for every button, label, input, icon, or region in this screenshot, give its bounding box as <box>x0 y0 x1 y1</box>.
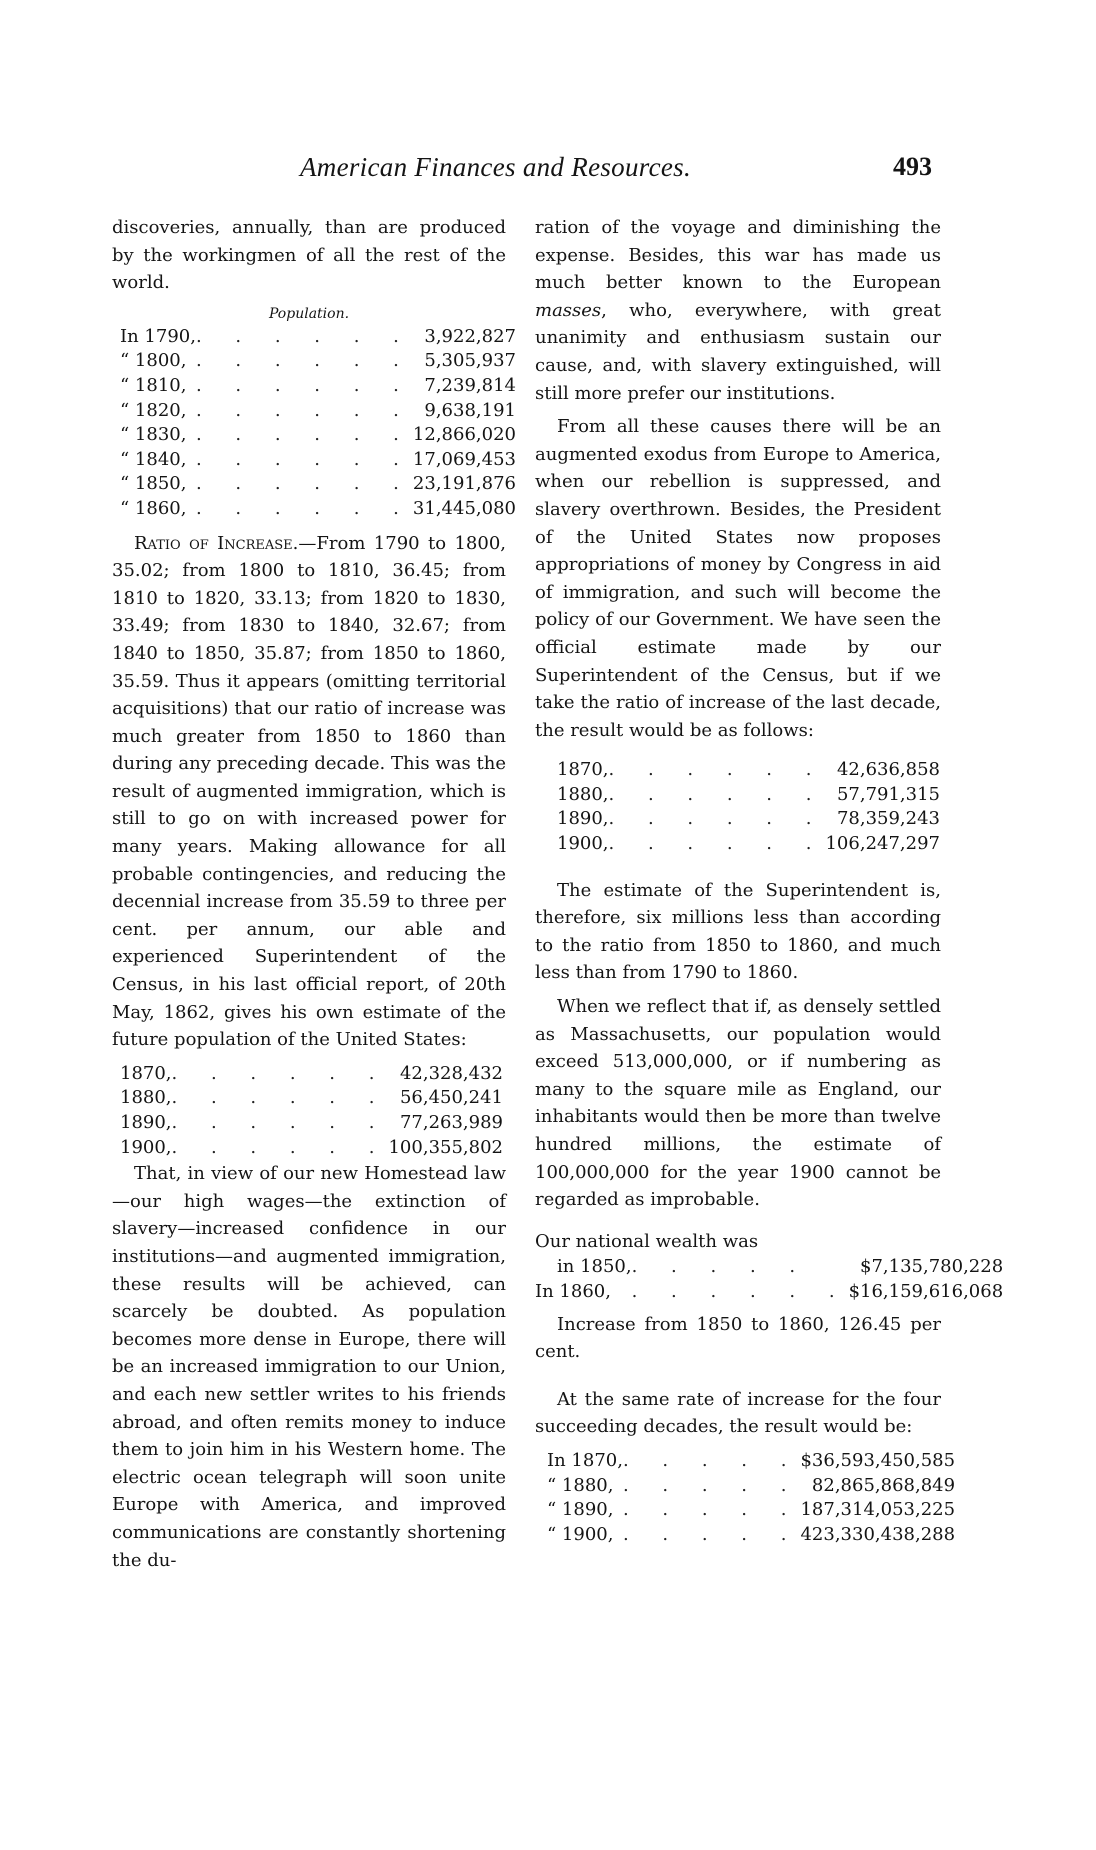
table-row <box>112 423 530 448</box>
leader-dots: . . . . . . <box>171 1112 389 1133</box>
leader-dots: . . . . . . <box>631 1280 849 1302</box>
year-label: “ 1820, <box>120 399 187 421</box>
right-column <box>535 214 1004 1547</box>
year-label: 1870, <box>120 1062 172 1084</box>
year-label: “ 1800, <box>120 350 187 372</box>
year-label: 1890, <box>120 1112 172 1133</box>
leader-dots: . . . . . <box>622 1499 801 1521</box>
left-column <box>112 214 516 1574</box>
year-label: “ 1830, <box>120 424 187 446</box>
paragraph-homestead: That, in view of our new Homestead law—our high wages—the extinction of slavery—increased confidence in our institutions—and augmented immigration, these results will be achieved, can scarcely be doubted. As population becomes more dense in Europe, there will be an increased immigration to our Union, and each new settler writes to his friends abroad, and often remits money to induce them to join him in his Western home. The electric ocean telegraph will soon unite Europe with America, and improved communications are constantly shortening the du- <box>112 1163 506 1571</box>
population-value: 9,638,191 <box>424 399 516 421</box>
table-row <box>535 783 988 808</box>
leader-dots: . . . . . . <box>195 399 413 421</box>
population-value: 3,922,827 <box>424 325 516 347</box>
wealth-value: $36,593,450,585 <box>800 1449 956 1471</box>
table-row <box>112 374 530 399</box>
leader-dots: . . . . . . <box>608 808 826 830</box>
population-value: 77,263,989 <box>399 1112 503 1133</box>
year-label: “ 1900, <box>547 1523 614 1545</box>
table-row <box>112 497 530 522</box>
leader-dots: . . . . . . <box>195 497 413 519</box>
table-row <box>112 1086 517 1111</box>
national-wealth-table <box>535 1255 1007 1304</box>
table-row <box>535 1255 1007 1280</box>
year-label: 1900, <box>557 833 609 855</box>
year-label: In 1860, <box>535 1280 611 1302</box>
year-label: 1900, <box>120 1136 172 1158</box>
year-label: 1880, <box>120 1087 172 1109</box>
population-value: 5,305,937 <box>424 350 516 372</box>
wealth-projection-table <box>535 1449 973 1547</box>
table-row <box>112 472 530 497</box>
wealth-intro: Our national wealth was <box>535 1230 759 1252</box>
table-row <box>112 1136 517 1161</box>
year-label: “ 1860, <box>120 497 187 519</box>
leader-dots: . . . . . . <box>608 833 826 855</box>
year-label: In 1870, <box>547 1449 623 1471</box>
wealth-value: $16,159,616,068 <box>848 1280 1004 1302</box>
population-value: 56,450,241 <box>399 1087 503 1109</box>
leader-dots: . . . . . . <box>195 424 413 446</box>
leader-dots: . . . . . . <box>195 374 413 396</box>
ratio-text: —From 1790 to 1800, 35.02; from 1800 to 1810, 36.45; from 1810 to 1820, 33.13; from 1820 to 1830, 33.49; from 1830 to 1840, 32.67; from 1840 to 1850, 35.87; from 1850 to 1860, 35.59. Thus it appears (omitting territorial acquisitions) that our ratio of increase was much greater from 1850 to 1860 than during any preceding decade. This was the result of augmented immigration, which is still to go on with increased power for many years. Making allowance for all probable contingencies, and reducing the decennial increase from 35.59 to three per cent. per annum, our able and experienced Superintendent of the Census, in his last official report, of 20th May, 1862, gives his own estimate of the future population of the United States: <box>112 532 506 1051</box>
table-row <box>535 807 988 832</box>
wealth-value: 187,314,053,225 <box>800 1499 956 1521</box>
leader-dots: . . . . . . <box>195 448 413 470</box>
table-row <box>535 1474 973 1499</box>
superintendent-estimate-table <box>112 1062 517 1160</box>
population-table <box>112 325 530 522</box>
year-label: “ 1840, <box>120 448 187 470</box>
paragraph-six-millions: The estimate of the Superintendent is, therefore, six millions less than according to the ratio from 1850 to 1860, and much less than from 1790 to 1860. <box>535 879 941 984</box>
leader-dots: . . . . . <box>622 1523 801 1545</box>
text-span: , who, everywhere, with great unanimity and enthusiasm sustain our cause, and, with slavery extinguished, will still more prefer our institutions. <box>535 299 941 404</box>
paragraph-voyage <box>535 214 941 407</box>
year-label: 1870, <box>557 759 609 781</box>
population-value: 31,445,080 <box>412 497 516 519</box>
text-span: ration of the voyage and diminishing the expense. Besides, this war has made us much better known to the European <box>535 217 941 294</box>
leader-dots: . . . . . . <box>171 1136 389 1158</box>
population-value: 7,239,814 <box>424 374 516 396</box>
paragraph-same-rate: At the same rate of increase for the four succeeding decades, the result would be: <box>535 1388 941 1438</box>
population-value: 12,866,020 <box>412 424 516 446</box>
table-row <box>112 399 530 424</box>
paragraph-ratio-of-increase <box>112 530 506 1054</box>
leader-dots: . . . . . . <box>608 783 826 805</box>
year-label: 1890, <box>557 808 609 830</box>
population-value: 57,791,315 <box>836 783 940 805</box>
leader-dots: . . . . . <box>622 1474 801 1496</box>
population-value: 42,636,858 <box>836 759 940 781</box>
ratio-heading: Ratio of Increase. <box>134 532 299 554</box>
table-row <box>112 1111 517 1136</box>
population-value: 42,328,432 <box>399 1062 503 1084</box>
year-label: “ 1890, <box>547 1499 614 1521</box>
leader-dots: . . . . . <box>622 1449 801 1471</box>
table-row <box>112 349 530 374</box>
running-title: American Finances and Resources. <box>300 152 692 182</box>
table-row <box>535 832 988 857</box>
leader-dots: . . . . . . <box>195 325 413 347</box>
table-row <box>112 448 530 473</box>
paragraph-discoveries: discoveries, annually, than are produced by the workingmen of all the rest of the world. <box>112 217 506 294</box>
table-row <box>535 1498 973 1523</box>
table-row <box>112 325 530 350</box>
leader-dots: . . . . . . <box>171 1087 389 1109</box>
paragraph-exodus: From all these causes there will be an augmented exodus from Europe to America, when our rebellion is suppressed, and slavery overthrown. Besides, the President of the United States now proposes appropriations of money by Congress in aid of immigration, and such will become the policy of our Government. We have seen the official estimate made by our Superintendent of the Census, but if we take the ratio of increase of the last decade, the result would be as follows: <box>535 416 941 741</box>
year-label: In 1790, <box>120 325 196 347</box>
population-value: 17,069,453 <box>412 448 516 470</box>
year-label: “ 1850, <box>120 473 187 495</box>
italic-masses: masses <box>535 299 602 321</box>
page-header <box>0 152 1096 188</box>
wealth-value: 82,865,868,849 <box>811 1474 956 1496</box>
year-label: 1880, <box>557 783 609 805</box>
population-value: 100,355,802 <box>388 1136 503 1158</box>
table-row <box>112 1062 517 1087</box>
ratio-estimate-table <box>535 758 988 856</box>
population-caption: Population. <box>268 305 350 322</box>
leader-dots: . . . . . . <box>608 759 826 781</box>
population-value: 106,247,297 <box>825 833 940 855</box>
population-value: 78,359,243 <box>836 808 940 830</box>
year-label: “ 1810, <box>120 374 187 396</box>
page-number: 493 <box>893 152 932 181</box>
year-label: in 1850, <box>557 1256 632 1278</box>
leader-dots: . . . . . . <box>195 473 413 495</box>
leader-dots: . . . . . . <box>171 1062 389 1084</box>
wealth-value: $7,135,780,228 <box>860 1256 1004 1278</box>
leader-dots: . . . . . <box>631 1256 810 1278</box>
paragraph-massachusetts: When we reflect that if, as densely settled as Massachusetts, our population would exceed 513,000,000, or if numbering as many to the square mile as England, our inhabitants would then be more than twelve hundred millions, the estimate of 100,000,000 for the year 1900 cannot be regarded as improbable. <box>535 996 941 1211</box>
wealth-value: 423,330,438,288 <box>800 1523 956 1545</box>
table-row <box>535 1449 973 1474</box>
paragraph-increase: Increase from 1850 to 1860, 126.45 per cent. <box>535 1313 941 1363</box>
table-row <box>535 1280 1007 1305</box>
leader-dots: . . . . . . <box>195 350 413 372</box>
table-row <box>535 758 988 783</box>
population-value: 23,191,876 <box>412 473 516 495</box>
table-row <box>535 1523 973 1548</box>
year-label: “ 1880, <box>547 1474 614 1496</box>
